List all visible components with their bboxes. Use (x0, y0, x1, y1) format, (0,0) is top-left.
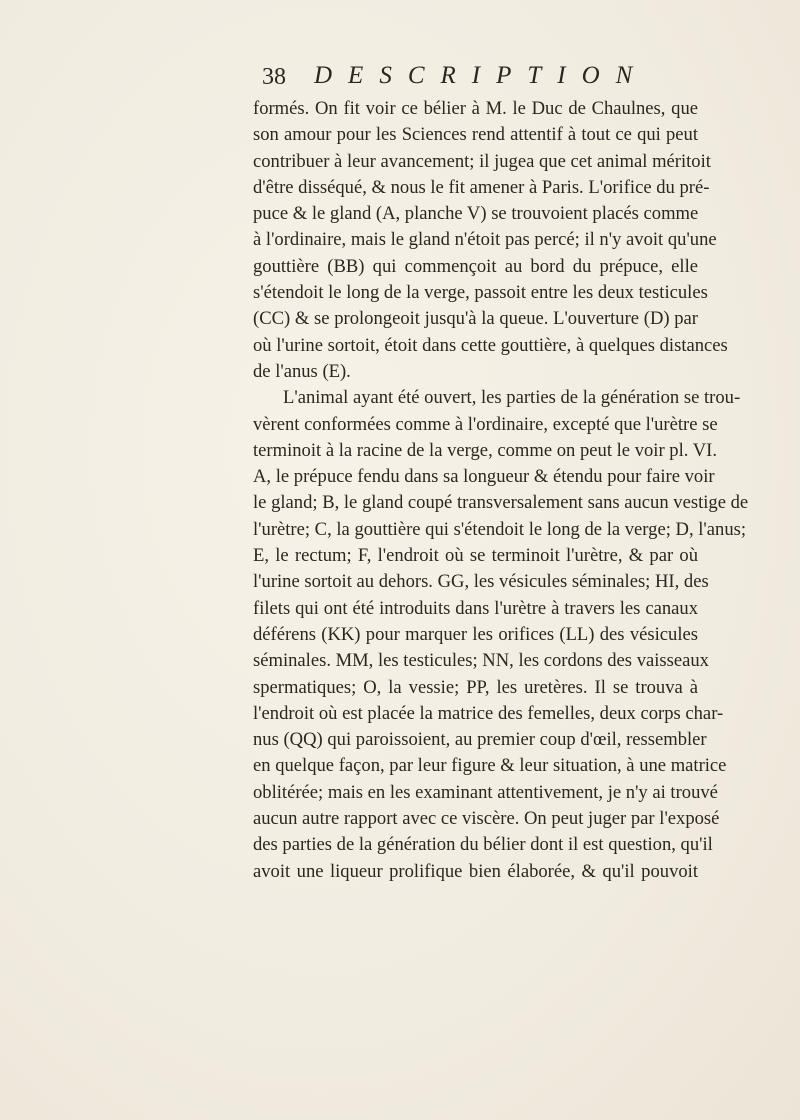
text-line: des parties de la génération du bélier dont il est question, qu'il (253, 834, 713, 856)
text-line: l'endroit où est placée la matrice des femelles, deux corps char- (253, 702, 724, 724)
text-line: son amour pour les Sciences rend attentif à tout ce qui peut (253, 124, 698, 146)
text-line: séminales. MM, les testicules; NN, les cordons des vaisseaux (253, 650, 709, 672)
text-line: où l'urine sortoit, étoit dans cette gouttière, à quelques distances (253, 334, 728, 356)
running-title: DESCRIPTION (314, 62, 649, 89)
text-line: déférens (KK) pour marquer les orifices (LL) des vésicules (253, 623, 698, 645)
text-line: d'être disséqué, & nous le fit amener à Paris. L'orifice du pré- (253, 176, 710, 198)
page-header (262, 64, 682, 98)
text-line: avoit une liqueur prolifique bien élaborée, & qu'il pouvoit (253, 860, 698, 882)
text-line: aucun autre rapport avec ce viscère. On peut juger par l'exposé (253, 808, 720, 830)
text-line: oblitérée; mais en les examinant attentivement, je n'y ai trouvé (253, 781, 718, 803)
text-line: terminoit à la racine de la verge, comme on peut le voir pl. VI. (253, 439, 717, 461)
text-line: de l'anus (E). (253, 360, 351, 382)
text-line: spermatiques; O, la vessie; PP, les uretères. Il se trouva à (253, 676, 698, 698)
text-line: l'urètre; C, la gouttière qui s'étendoit le long de la verge; D, l'anus; (253, 518, 747, 540)
text-line: E, le rectum; F, l'endroit où se terminoit l'urètre, & par où (253, 545, 698, 567)
text-line: l'urine sortoit au dehors. GG, les vésicules séminales; HI, des (253, 571, 709, 593)
text-line: A, le prépuce fendu dans sa longueur & étendu pour faire voir (253, 466, 715, 488)
paragraph-2 (253, 385, 749, 885)
text-line: nus (QQ) qui paroissoient, au premier coup d'œil, ressembler (253, 729, 707, 751)
text-line: formés. On fit voir ce bélier à M. le Duc de Chaulnes, que (253, 98, 698, 119)
text-line: filets qui ont été introduits dans l'urètre à travers les canaux (253, 597, 698, 619)
body-text (253, 96, 749, 885)
page-number: 38 (262, 64, 286, 90)
text-line: vèrent conformées comme à l'ordinaire, excepté que l'urètre se (253, 413, 718, 435)
text-line: en quelque façon, par leur figure & leur situation, à une matrice (253, 755, 727, 777)
text-line: puce & le gland (A, planche V) se trouvoient placés comme (253, 203, 699, 225)
text-line: contribuer à leur avancement; il jugea que cet animal méritoit (253, 150, 711, 172)
paragraph-1 (253, 96, 728, 385)
text-line: gouttière (BB) qui commençoit au bord du prépuce, elle (253, 255, 698, 277)
text-line: (CC) & se prolongeoit jusqu'à la queue. L'ouverture (D) par (253, 308, 698, 330)
text-line: à l'ordinaire, mais le gland n'étoit pas percé; il n'y avoit qu'une (253, 229, 717, 251)
text-line: le gland; B, le gland coupé transversalement sans aucun vestige de (253, 492, 749, 514)
text-line: L'animal ayant été ouvert, les parties de la génération se trou- (283, 387, 741, 409)
text-line: s'étendoit le long de la verge, passoit entre les deux testicules (253, 282, 708, 304)
